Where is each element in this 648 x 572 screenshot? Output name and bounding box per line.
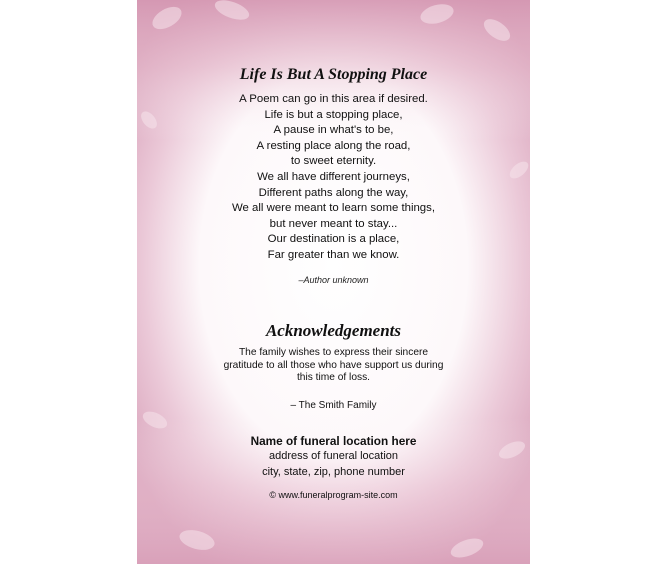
poem-line: Our destination is a place, xyxy=(267,233,400,246)
funeral-location xyxy=(137,433,530,480)
poem-line: but never meant to stay... xyxy=(269,217,398,230)
location-name: Name of funeral location here xyxy=(250,434,417,448)
poem-title: Life Is But A Stopping Place xyxy=(239,66,428,83)
poem-line: We all were meant to learn some things, xyxy=(231,202,436,215)
copyright-footer: © www.funeralprogram-site.com xyxy=(269,490,398,500)
poem-line: A Poem can go in this area if desired. xyxy=(239,93,428,105)
poem-author: –Author unknown xyxy=(298,275,369,285)
poem-body xyxy=(137,92,530,264)
poem-line: Life is but a stopping place, xyxy=(264,108,403,121)
location-city-line: city, state, zip, phone number xyxy=(262,465,405,478)
acknowledgements-title: Acknowledgements xyxy=(265,321,402,340)
poem-line: A resting place along the road, xyxy=(256,139,411,152)
poem-line: Different paths along the way, xyxy=(258,186,409,199)
acknowledgements-text xyxy=(137,347,530,385)
poem-line: We all have different journeys, xyxy=(257,170,410,183)
poem-line: to sweet eternity. xyxy=(290,155,377,168)
location-address: address of funeral location xyxy=(268,450,399,462)
program-page xyxy=(137,0,530,564)
poem-line: A pause in what's to be, xyxy=(273,124,394,137)
acknowledgements-line: The family wishes to express their sincere xyxy=(238,347,429,358)
family-signature: – The Smith Family xyxy=(290,400,377,411)
poem-line: Far greater than we know. xyxy=(267,248,400,261)
acknowledgements-line: gratitude to all those who have support us during xyxy=(223,359,444,371)
acknowledgements-line: this time of loss. xyxy=(296,372,371,384)
